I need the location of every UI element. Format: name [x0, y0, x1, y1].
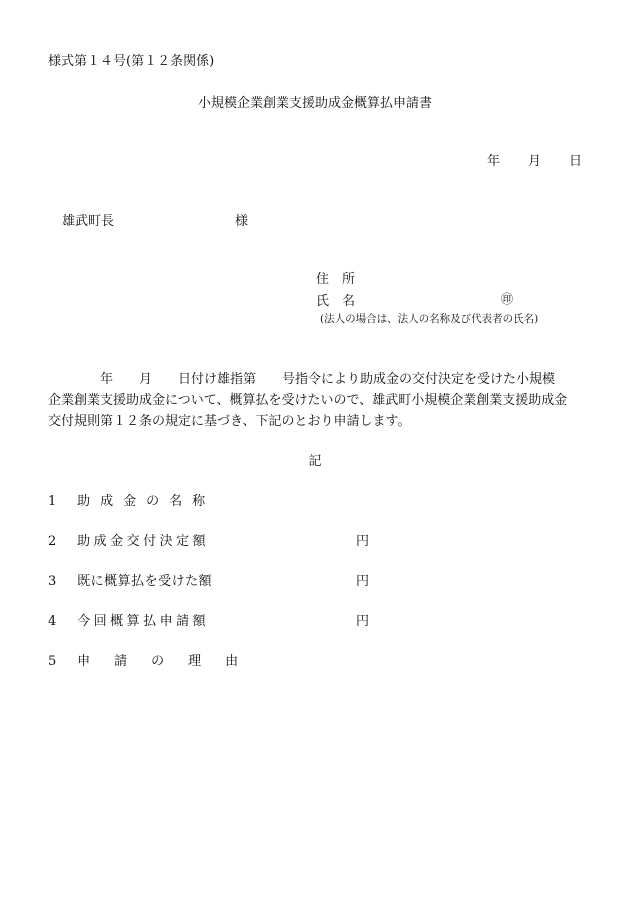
date-month: 月: [527, 154, 541, 169]
date-year: 年: [486, 154, 500, 169]
body-line: 企業創業支援助成金について、概算払を受けたいので、雄武町小規模企業創業支援助成金: [48, 393, 568, 408]
list-item: [48, 530, 370, 549]
item-number: 1: [48, 494, 57, 509]
name-row: [316, 290, 514, 312]
yen-unit: 円: [356, 574, 370, 589]
list-item: [48, 490, 215, 509]
date-day: 日: [568, 154, 582, 169]
item-label: 既に概算払を受けた額: [77, 574, 213, 589]
item-number: 5: [48, 654, 57, 669]
list-item: [48, 610, 370, 629]
item-label: 助成金の名称: [77, 494, 216, 509]
item-number: 4: [48, 614, 57, 629]
item-label: 今回概算払申請額: [77, 614, 210, 629]
name-label: 氏 名: [316, 294, 356, 309]
list-item: [48, 650, 262, 669]
address-label: 住 所: [316, 272, 356, 287]
ki-heading: 記: [308, 454, 322, 469]
date-line: [487, 150, 582, 169]
list-item: [48, 570, 370, 589]
application-body: [48, 369, 588, 432]
yen-unit: 円: [356, 534, 370, 549]
recipient-honorific: 様: [235, 214, 249, 229]
item-label: 申請の理由: [77, 654, 263, 669]
body-line: 年 月 日付け雄指第 号指令により助成金の交付決定を受けた小規模: [48, 372, 556, 387]
seal-icon: ㊞: [501, 292, 514, 306]
yen-unit: 円: [356, 614, 370, 629]
body-line: 交付規則第１２条の規定に基づき、下記のとおり申請します。: [48, 414, 411, 429]
item-number: 2: [48, 534, 57, 549]
item-label: 助成金交付決定額: [77, 534, 210, 549]
applicant-note: (法人の場合は、法人の名称及び代表者の氏名): [320, 313, 539, 325]
recipient-name: 雄武町長: [62, 214, 115, 229]
address-row: [316, 268, 356, 290]
item-number: 3: [48, 574, 57, 589]
applicant-block: [316, 268, 514, 312]
form-number: 様式第１４号(第１２条関係): [48, 54, 215, 69]
document-title: 小規模企業創業支援助成金概算払申請書: [197, 96, 432, 111]
